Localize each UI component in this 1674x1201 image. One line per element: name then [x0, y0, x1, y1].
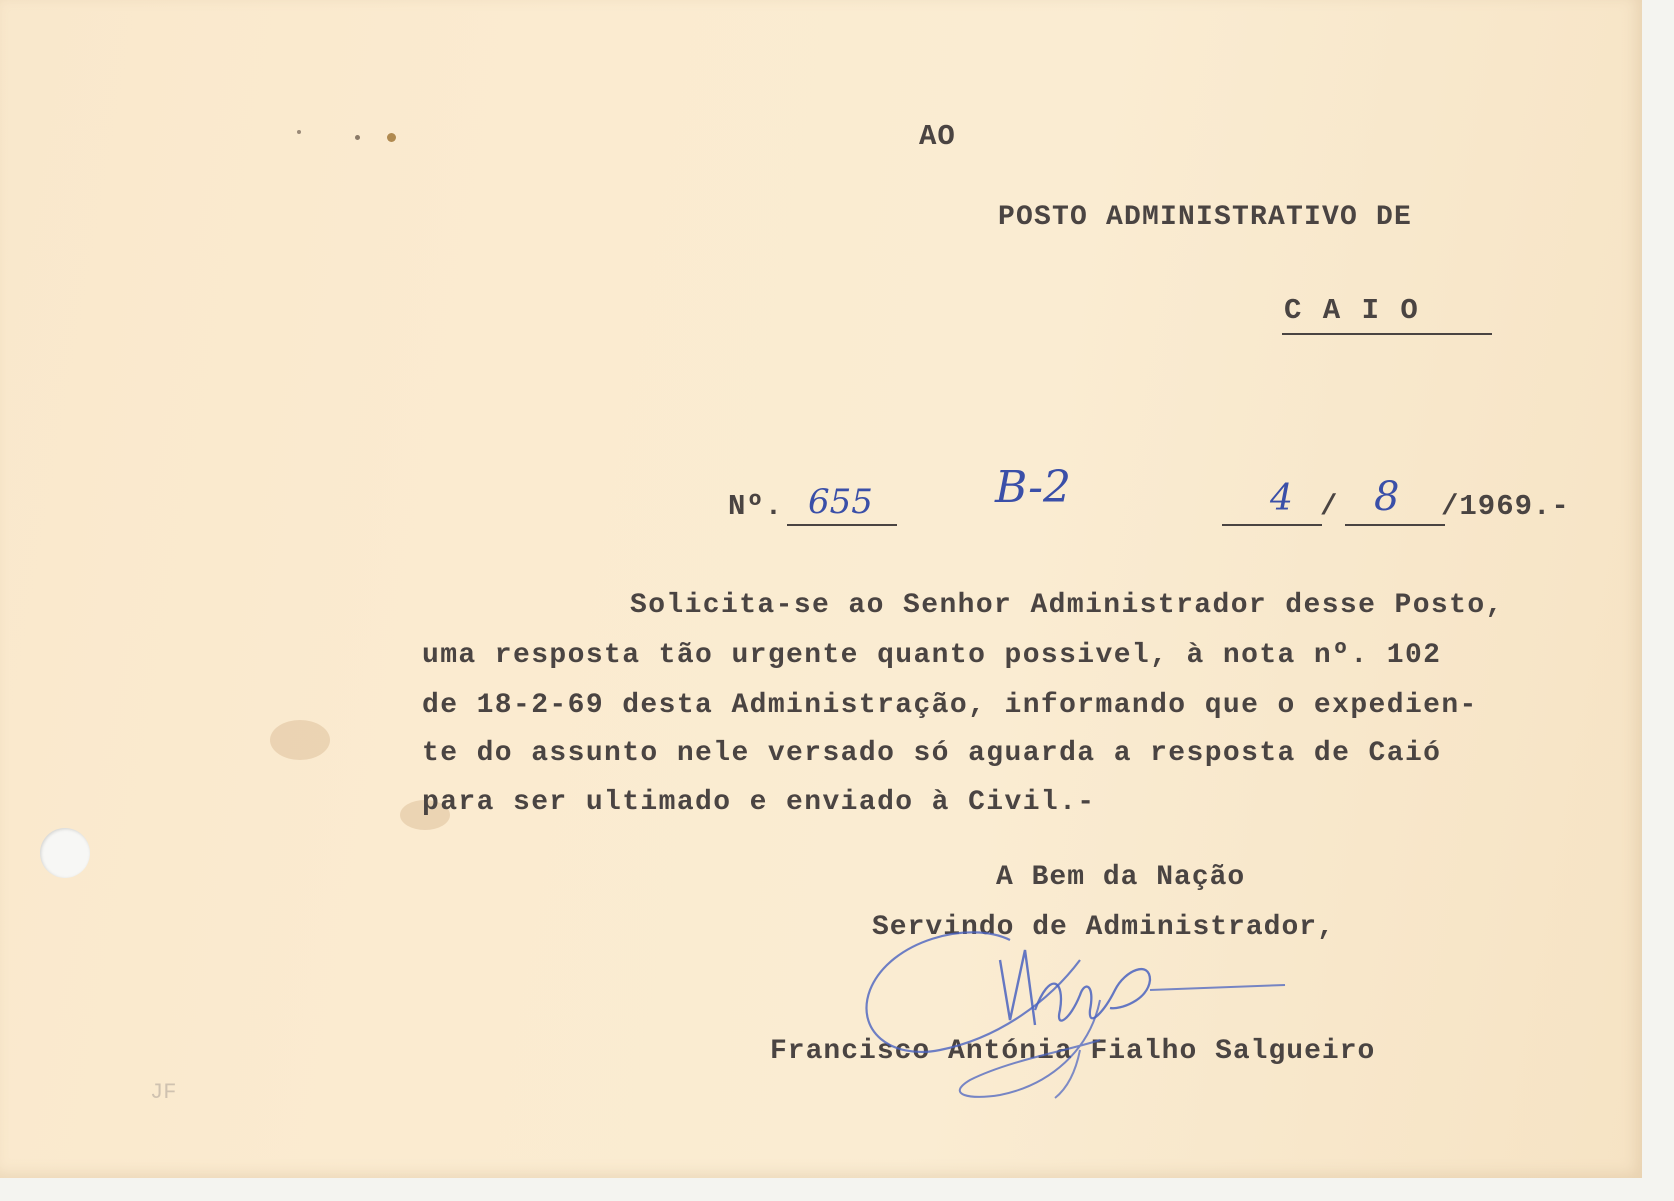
date-slash: / [1320, 490, 1339, 523]
handwritten-number: 655 [808, 482, 873, 522]
addressee-place: C A I O [1284, 294, 1420, 327]
handwritten-section: B-2 [995, 462, 1072, 513]
handwritten-month: 8 [1374, 474, 1400, 520]
faint-initials: JF [150, 1080, 177, 1105]
number-underline [787, 524, 897, 526]
date-year: /1969.- [1441, 490, 1570, 523]
addressee-ao: AO [919, 120, 956, 153]
month-underline [1345, 524, 1445, 526]
body-line-4: te do assunto nele versado só aguarda a resposta de Caió [422, 738, 1442, 769]
closing-role: Servindo de Administrador, [872, 912, 1335, 943]
body-line-3: de 18-2-69 desta Administração, informando que o expedien- [422, 690, 1478, 721]
punch-hole [40, 828, 90, 878]
rust-dot [355, 135, 360, 140]
addressee-line: POSTO ADMINISTRATIVO DE [998, 202, 1413, 233]
number-prefix: Nº. [728, 490, 784, 523]
body-line-2: uma resposta tão urgente quanto possivel, à nota nº. 102 [422, 640, 1442, 671]
body-line-1: Solicita-se ao Senhor Administrador desse Posto, [630, 590, 1504, 621]
body-line-5: para ser ultimado e enviado à Civil.- [422, 787, 1096, 818]
day-underline [1222, 524, 1322, 526]
handwritten-signature [850, 900, 1300, 1110]
rust-dot [387, 133, 396, 142]
paper-stain [270, 720, 330, 760]
rust-dot [297, 130, 301, 134]
closing-salutation: A Bem da Nação [996, 862, 1246, 893]
signatory-name: Francisco Antónia Fialho Salgueiro [770, 1036, 1376, 1067]
handwritten-day: 4 [1270, 478, 1293, 519]
place-underline [1282, 333, 1492, 335]
